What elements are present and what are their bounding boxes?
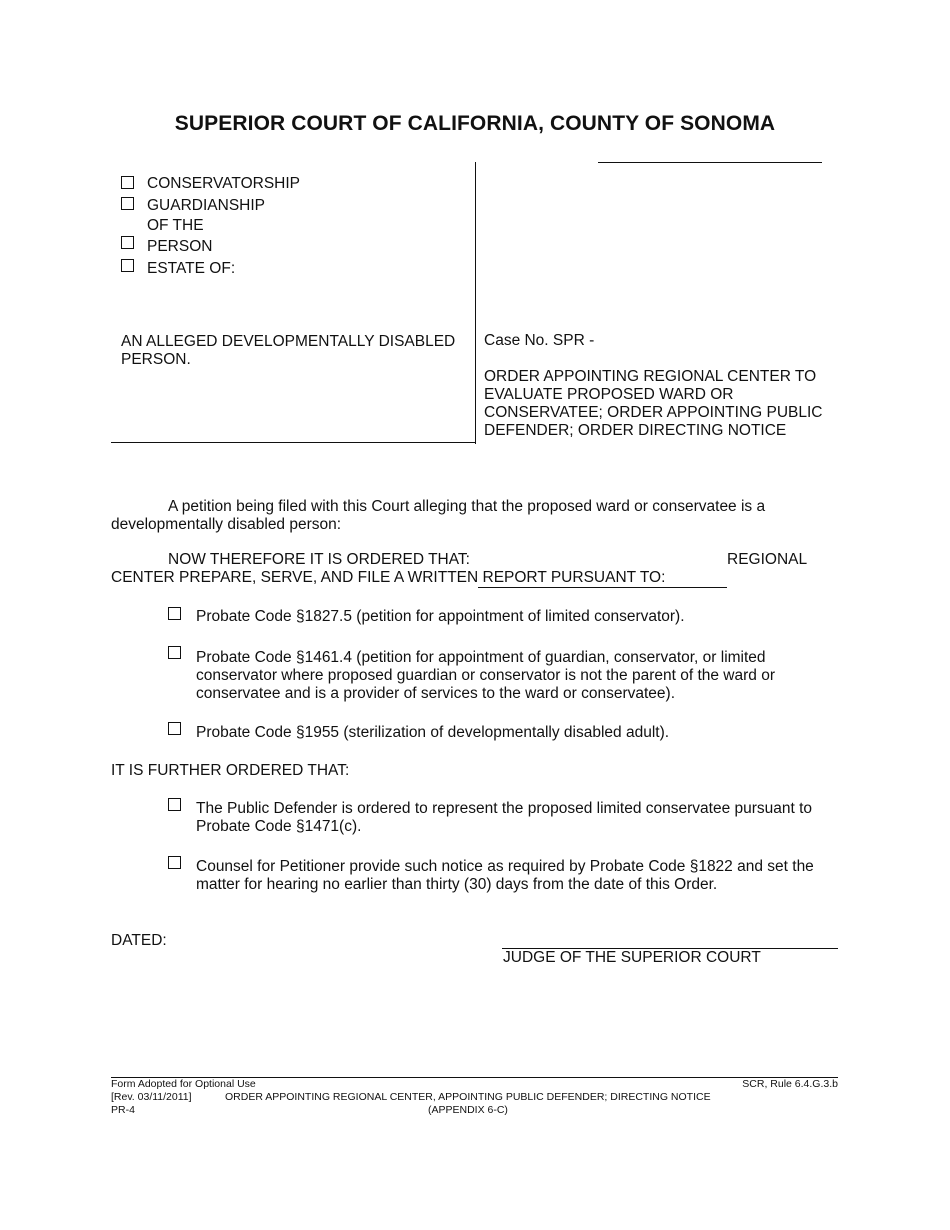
probate-1955-checkbox[interactable] [168, 722, 181, 735]
public-defender-text: The Public Defender is ordered to represent the proposed limited conservatee pursuant to Probate Code §1471(c). [196, 800, 813, 835]
probate-1461-4-checkbox[interactable] [168, 646, 181, 659]
notice-checkbox[interactable] [168, 856, 181, 869]
probate-1827-5-text: Probate Code §1827.5 (petition for appointment of limited conservator). [196, 608, 685, 625]
person-description: AN ALLEGED DEVELOPMENTALLY DISABLED PERSON. [121, 333, 456, 368]
probate-1955-text: Probate Code §1955 (sterilization of developmentally disabled adult). [196, 724, 670, 741]
court-title: SUPERIOR COURT OF CALIFORNIA, COUNTY OF SONOMA [174, 112, 776, 135]
probate-1461-4-text: Probate Code §1461.4 (petition for appointment of guardian, conservator, or limited conservator where proposed guardian or conservator is not the parent of the ward or conservatee and is a provider of services to the ward or conservatee). [196, 649, 775, 702]
conservatorship-label: CONSERVATORSHIP [147, 175, 301, 192]
footer-revision: [Rev. 03/11/2011] [111, 1091, 192, 1103]
footer-form-number: PR-4 [111, 1104, 135, 1116]
regional-center-name-line[interactable] [478, 587, 727, 588]
person-label: PERSON [147, 238, 213, 255]
caption-bottom-line [111, 442, 476, 443]
further-ordered-heading: IT IS FURTHER ORDERED THAT: [111, 762, 350, 779]
footer-adopted: Form Adopted for Optional Use [111, 1078, 256, 1090]
judge-signature-label: JUDGE OF THE SUPERIOR COURT [503, 949, 761, 966]
order-line-1: NOW THEREFORE IT IS ORDERED THAT: [168, 551, 470, 568]
caption-divider [475, 162, 476, 444]
person-checkbox[interactable] [121, 236, 134, 249]
estate-label: ESTATE OF: [147, 260, 236, 277]
footer-rule-ref: SCR, Rule 6.4.G.3.b [742, 1078, 838, 1090]
public-defender-checkbox[interactable] [168, 798, 181, 811]
of-the-label: OF THE [147, 217, 204, 234]
footer-appendix: (APPENDIX 6-C) [428, 1104, 508, 1116]
footer-form-title: ORDER APPOINTING REGIONAL CENTER, APPOINTING PUBLIC DEFENDER; DIRECTING NOTICE [225, 1091, 711, 1103]
estate-checkbox[interactable] [121, 259, 134, 272]
dated-label: DATED: [111, 932, 167, 949]
order-line-2: CENTER PREPARE, SERVE, AND FILE A WRITTEN REPORT PURSUANT TO: [111, 569, 666, 586]
intro-line-1: A petition being filed with this Court alleging that the proposed ward or conservatee is a [168, 498, 766, 515]
guardianship-label: GUARDIANSHIP [147, 197, 265, 214]
intro-line-2: developmentally disabled person: [111, 516, 342, 533]
case-number-top-line [598, 162, 822, 163]
notice-text: Counsel for Petitioner provide such notice as required by Probate Code §1822 and set the matter for hearing no earlier than thirty (30) days from the date of this Order. [196, 858, 814, 893]
guardianship-checkbox[interactable] [121, 197, 134, 210]
case-number-label: Case No. SPR - [484, 332, 595, 349]
document-title: ORDER APPOINTING REGIONAL CENTER TO EVALUATE PROPOSED WARD OR CONSERVATEE; ORDER APPOINTING PUBLIC DEFENDER; ORDER DIRECTING NOTICE [484, 368, 823, 439]
conservatorship-checkbox[interactable] [121, 176, 134, 189]
probate-1827-5-checkbox[interactable] [168, 607, 181, 620]
order-line-1-regional: REGIONAL [727, 551, 808, 568]
